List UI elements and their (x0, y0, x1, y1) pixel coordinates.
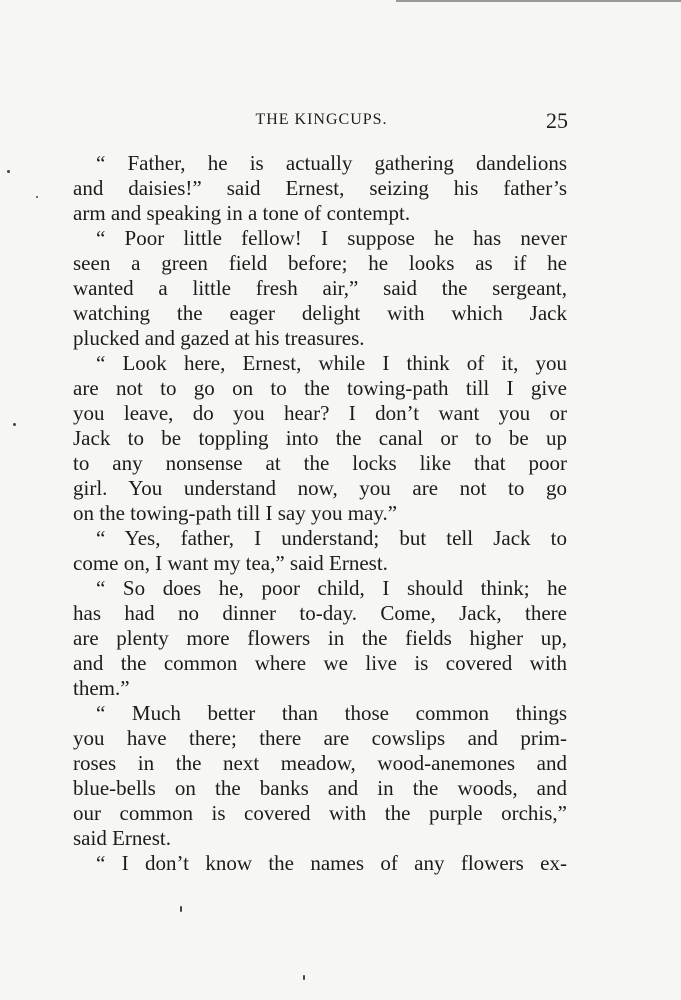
text-line: plucked and gazed at his treasures. (73, 326, 365, 350)
text-line: come on, I want my tea,” said Ernest. (73, 551, 388, 575)
text-line: “ Poor little fellow! I suppose he has never (96, 226, 567, 250)
text-line: are plenty more flowers in the fields higher up, (73, 626, 567, 650)
body-text (73, 151, 567, 876)
text-line: “ Father, he is actually gathering dandelions (96, 151, 567, 175)
text-line: wanted a little fresh air,” said the sergeant, (73, 276, 567, 300)
text-line: watching the eager delight with which Jack (73, 301, 567, 325)
text-line: arm and speaking in a tone of contempt. (73, 201, 411, 225)
running-title: THE KINGCUPS. (255, 111, 388, 128)
text-line: are not to go on to the towing-path till I give (73, 376, 567, 400)
text-line: “ Yes, father, I understand; but tell Jack to (96, 526, 567, 550)
text-line: you leave, do you hear? I don’t want you or (73, 401, 567, 425)
text-line: and the common where we live is covered with (73, 651, 567, 675)
text-line: “ Much better than those common things (96, 701, 567, 725)
scan-speck (180, 906, 182, 912)
text-line: has had no dinner to-day. Come, Jack, there (73, 601, 567, 625)
text-line: “ Look here, Ernest, while I think of it, you (96, 351, 567, 375)
text-line: Jack to be toppling into the canal or to be up (73, 426, 567, 450)
text-line: our common is covered with the purple orchis,” (73, 801, 567, 825)
scan-speck (303, 975, 305, 980)
text-line: seen a green field before; he looks as if he (73, 251, 567, 275)
text-line: you have there; there are cowslips and prim- (73, 726, 567, 750)
running-head (75, 108, 568, 134)
page-number: 25 (546, 108, 568, 133)
text-line: on the towing-path till I say you may.” (73, 501, 398, 525)
text-line: and daisies!” said Ernest, seizing his father’s (73, 176, 567, 200)
scan-speck (7, 170, 10, 173)
text-line: to any nonsense at the locks like that poor (73, 451, 567, 475)
text-line: them.” (73, 676, 130, 700)
text-line: “ I don’t know the names of any flowers ex- (96, 851, 567, 875)
text-line: said Ernest. (73, 826, 171, 850)
text-line: “ So does he, poor child, I should think; he (96, 576, 567, 600)
text-line: roses in the next meadow, wood-anemones and (73, 751, 567, 775)
scan-speck (36, 196, 38, 198)
scan-speck (13, 423, 16, 426)
top-edge-rule (396, 0, 681, 2)
text-line: girl. You understand now, you are not to go (73, 476, 567, 500)
text-line: blue-bells on the banks and in the woods, and (73, 776, 567, 800)
